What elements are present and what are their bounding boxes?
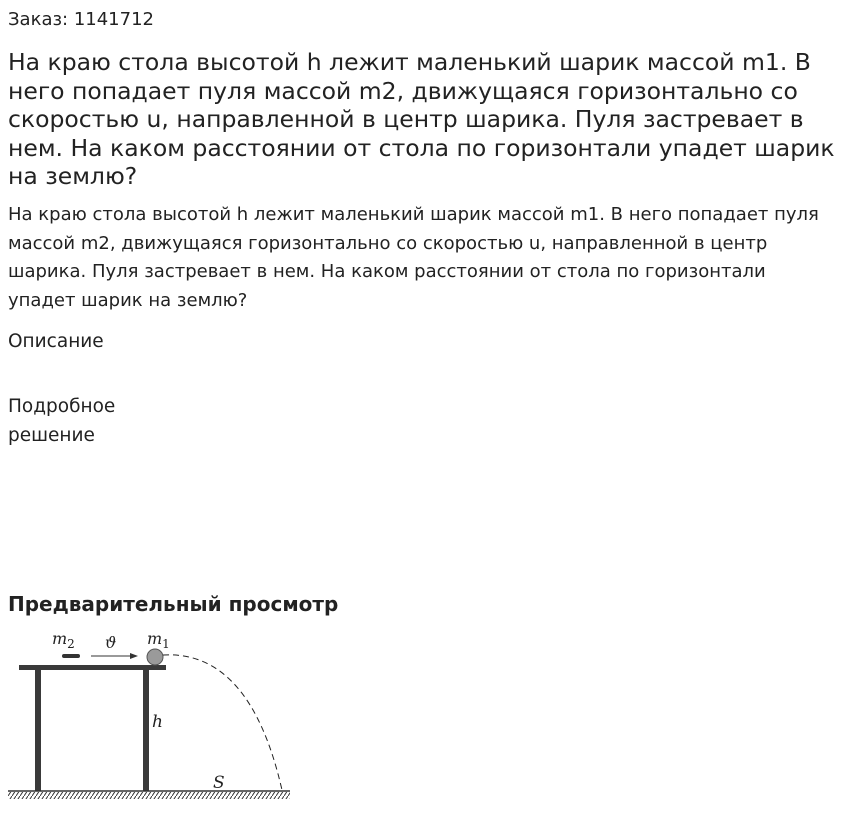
problem-title: На краю стола высотой h лежит маленький шарик массой m1. В него попадает пуля массой m2, движущаяся горизонтально со скоростью u, направленной в центр шарика. Пуля застревает в нем. На каком расстоянии от стола по горизонтали упадет шарик на землю?	[8, 48, 835, 190]
preview-title: Предварительный просмотр	[8, 592, 339, 616]
description-section-label[interactable]: Описание	[8, 331, 104, 352]
physics-diagram	[0, 622, 300, 812]
bullet-shape	[62, 654, 80, 658]
velocity-arrowhead	[130, 653, 138, 659]
label-height: h	[152, 712, 163, 732]
label-m2: $m_2$	[52, 629, 75, 651]
ground-hatch	[8, 792, 290, 799]
label-m1: $m_1$	[147, 629, 170, 651]
table-leg-right	[143, 670, 149, 791]
label-velocity: ϑ	[105, 633, 117, 652]
trajectory-curve	[163, 655, 282, 790]
problem-description: На краю стола высотой h лежит маленький шарик массой m1. В него попадает пуля массой m2, движущаяся горизонтально со скоростью u, направленной в центр шарика. Пуля застревает в нем. На каком расстоянии от стола по горизонтали упадет шарик на землю?	[8, 204, 819, 311]
ball-shape	[147, 649, 163, 665]
solution-section-label[interactable]: Подробное решение	[8, 396, 116, 446]
table-leg-left	[35, 670, 41, 791]
preview-figure	[0, 622, 300, 812]
order-number: Заказ: 1141712	[8, 9, 154, 30]
label-distance: S	[213, 773, 225, 793]
table-top	[19, 665, 166, 670]
